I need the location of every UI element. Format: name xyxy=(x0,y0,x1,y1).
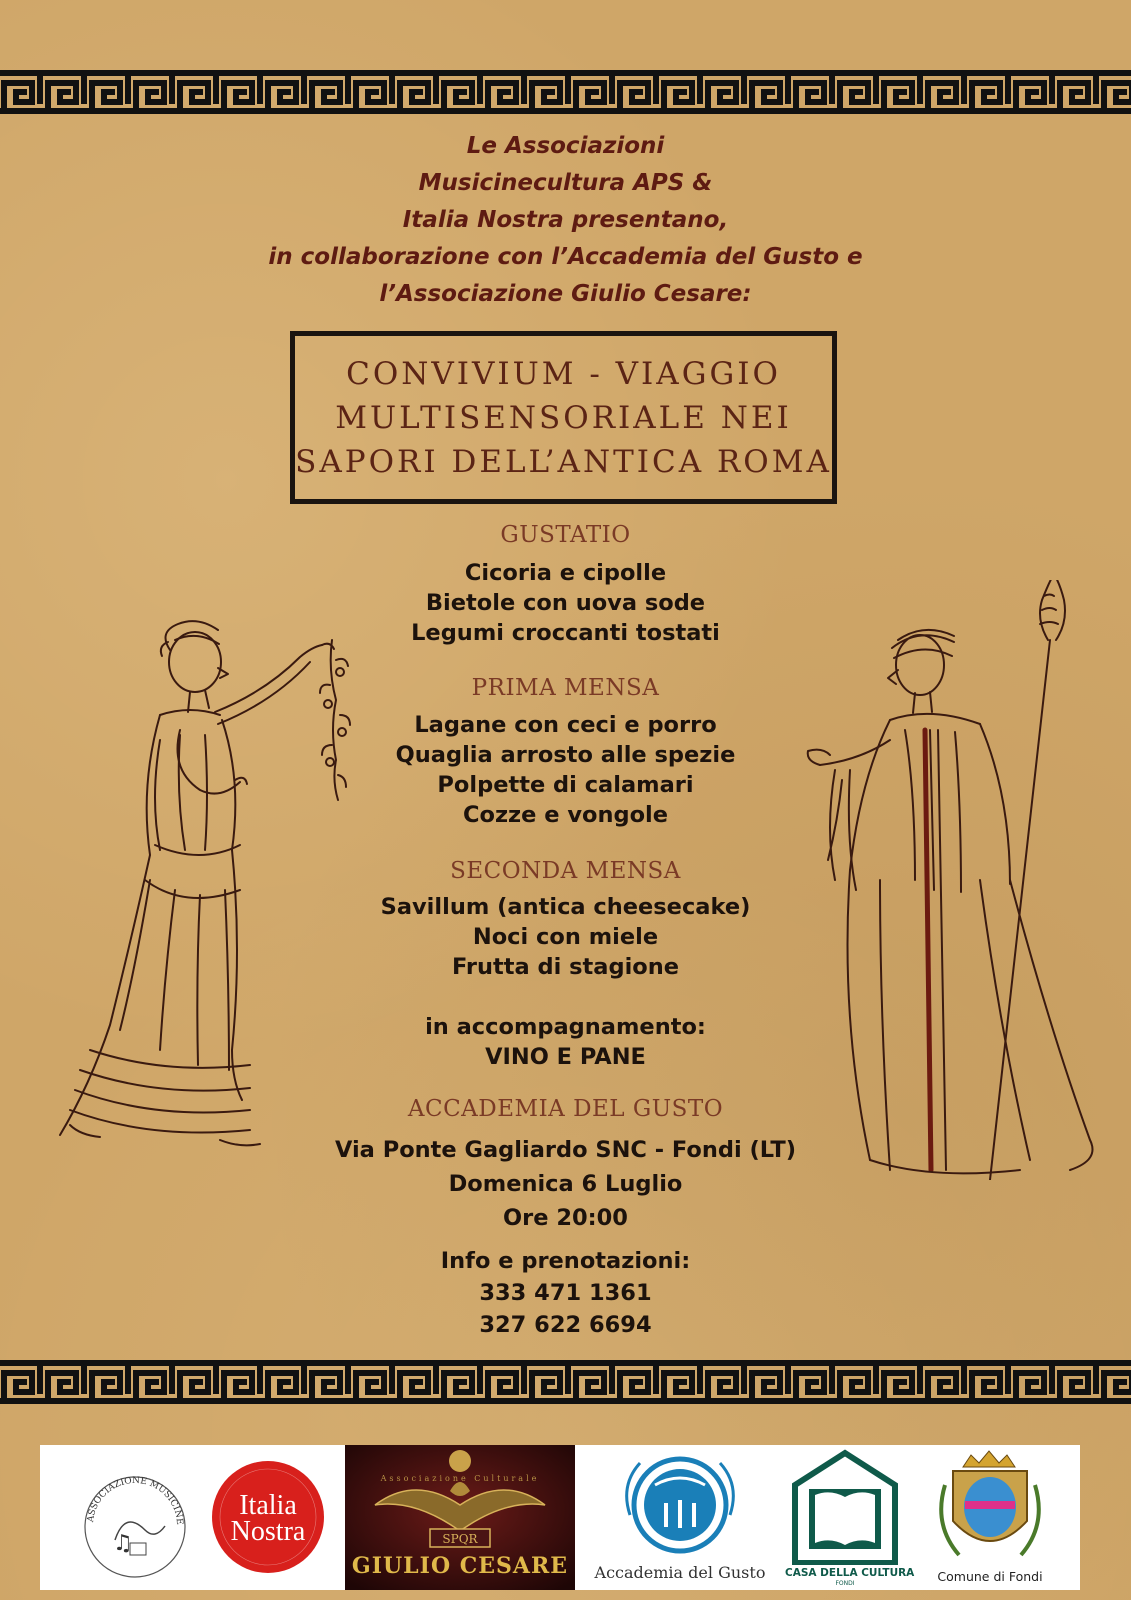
meander-unit xyxy=(444,83,472,111)
meander-unit xyxy=(664,1373,692,1401)
meander-unit xyxy=(1104,1373,1131,1401)
meander-unit xyxy=(4,1373,32,1401)
venue-heading: ACCADEMIA DEL GUSTO xyxy=(407,1096,724,1122)
accademia-del-gusto-logo xyxy=(585,1445,775,1590)
meander-unit xyxy=(620,1373,648,1401)
menu-item: Cozze e vongole xyxy=(462,802,669,828)
accompaniment-label: in accompagnamento: xyxy=(425,1014,706,1040)
giulio-cesare-text: GIULIO CESARE xyxy=(351,1553,569,1579)
meander-unit xyxy=(312,83,340,111)
menu-item: Bietole con uova sode xyxy=(425,590,706,616)
meander-unit xyxy=(92,1373,120,1401)
venue-address: Via Ponte Gagliardo SNC - Fondi (LT) xyxy=(334,1137,797,1163)
open-book-house-icon xyxy=(785,1445,905,1565)
meander-unit xyxy=(1016,1373,1044,1401)
meander-unit xyxy=(532,1373,560,1401)
musicinecultura-logo xyxy=(75,1445,195,1590)
meander-unit xyxy=(708,83,736,111)
menu-item: Savillum (antica cheesecake) xyxy=(380,894,751,920)
italia-nostra-text: Italia Nostra xyxy=(230,1490,306,1547)
casa-cultura-text: CASA DELLA CULTURA xyxy=(785,1567,915,1579)
intro-line: Italia Nostra presentano, xyxy=(402,207,729,233)
roman-woman-right-illustration xyxy=(780,580,1120,1180)
giulio-cesare-arc-text: Associazione Culturale xyxy=(380,1474,540,1483)
casa-della-cultura-logo xyxy=(785,1445,915,1590)
intro-text xyxy=(0,128,1131,313)
phone-number: 327 622 6694 xyxy=(479,1312,652,1338)
roman-woman-left-illustration xyxy=(40,620,370,1180)
meander-unit xyxy=(972,1373,1000,1401)
event-time: Ore 20:00 xyxy=(503,1205,628,1231)
meander-unit xyxy=(136,1373,164,1401)
casa-cultura-subtext: FONDI xyxy=(835,1580,855,1587)
partner-logos-strip xyxy=(40,1445,1080,1590)
svg-text:♫: ♫ xyxy=(113,1531,133,1556)
svg-text:ASSOCIAZIONE MUSICINECULTURA xyxy=(75,1445,184,1525)
meander-unit xyxy=(48,1373,76,1401)
accademia-emblem-icon xyxy=(585,1445,775,1563)
meander-unit xyxy=(400,1373,428,1401)
meander-unit xyxy=(444,1373,472,1401)
meander-unit xyxy=(752,83,780,111)
meander-unit xyxy=(884,1373,912,1401)
meander-unit xyxy=(884,83,912,111)
meander-unit xyxy=(488,1373,516,1401)
section-heading-prima-mensa: PRIMA MENSA xyxy=(471,675,660,701)
meander-unit xyxy=(224,1373,252,1401)
comune-di-fondi-logo xyxy=(925,1445,1055,1590)
meander-unit xyxy=(180,83,208,111)
meander-unit xyxy=(268,83,296,111)
meander-unit xyxy=(576,1373,604,1401)
meander-unit xyxy=(268,1373,296,1401)
meander-unit xyxy=(400,83,428,111)
meander-unit xyxy=(1060,1373,1088,1401)
intro-line: l’Associazione Giulio Cesare: xyxy=(379,281,752,307)
menu-item: Noci con miele xyxy=(472,924,659,950)
meander-unit xyxy=(532,83,560,111)
greek-key-border-bottom xyxy=(0,1360,1131,1404)
meander-unit xyxy=(356,83,384,111)
menu-item: Lagane con ceci e porro xyxy=(414,712,717,738)
intro-line: Le Associazioni xyxy=(466,133,665,159)
meander-unit xyxy=(1104,83,1131,111)
booking-label: Info e prenotazioni: xyxy=(440,1248,691,1274)
musicinecultura-arc-text: ASSOCIAZIONE MUSICINE xyxy=(86,1475,185,1526)
meander-unit xyxy=(708,1373,736,1401)
meander-unit xyxy=(796,1373,824,1401)
menu-item: Quaglia arrosto alle spezie xyxy=(395,742,736,768)
meander-unit xyxy=(1016,83,1044,111)
meander-unit xyxy=(972,83,1000,111)
fondi-coat-of-arms-icon xyxy=(925,1445,1055,1565)
intro-line: in collaborazione con l’Accademia del Gusto e xyxy=(268,244,863,270)
meander-unit xyxy=(840,83,868,111)
event-title: CONVIVIUM - VIAGGIO MULTISENSORIALE NEI SAPORI DELL’ANTICA ROMA xyxy=(295,355,832,480)
meander-unit xyxy=(180,1373,208,1401)
meander-unit xyxy=(92,83,120,111)
meander-unit xyxy=(664,83,692,111)
menu-item: Cicoria e cipolle xyxy=(464,560,667,586)
spqr-text: SPQR xyxy=(442,1532,478,1546)
meander-unit xyxy=(488,83,516,111)
phone-number: 333 471 1361 xyxy=(479,1280,652,1306)
menu-item: Legumi croccanti tostati xyxy=(411,620,720,646)
meander-unit xyxy=(840,1373,868,1401)
meander-unit xyxy=(1060,83,1088,111)
meander-unit xyxy=(224,83,252,111)
meander-unit xyxy=(796,83,824,111)
giulio-cesare-logo xyxy=(345,1445,575,1590)
section-heading-gustatio: GUSTATIO xyxy=(500,522,631,548)
menu-item: Frutta di stagione xyxy=(451,954,680,980)
meander-unit xyxy=(620,83,648,111)
musicinecultura-emblem-icon xyxy=(75,1445,195,1590)
meander-unit xyxy=(312,1373,340,1401)
meander-unit xyxy=(4,83,32,111)
meander-unit xyxy=(136,83,164,111)
meander-unit xyxy=(356,1373,384,1401)
intro-line: Musicinecultura APS & xyxy=(418,170,713,196)
event-date: Domenica 6 Luglio xyxy=(448,1171,683,1197)
meander-unit xyxy=(928,83,956,111)
event-title-box xyxy=(290,331,837,504)
accompaniment-value: VINO E PANE xyxy=(485,1044,646,1070)
meander-unit xyxy=(48,83,76,111)
menu-item: Polpette di calamari xyxy=(437,772,694,798)
comune-text: Comune di Fondi xyxy=(937,1569,1043,1584)
greek-key-border-top xyxy=(0,70,1131,114)
accademia-text: Accademia del Gusto xyxy=(594,1563,766,1582)
booking-info xyxy=(0,1245,1131,1341)
section-heading-seconda-mensa: SECONDA MENSA xyxy=(450,858,681,884)
italia-nostra-logo xyxy=(210,1445,330,1590)
meander-unit xyxy=(928,1373,956,1401)
meander-unit xyxy=(576,83,604,111)
meander-unit xyxy=(752,1373,780,1401)
